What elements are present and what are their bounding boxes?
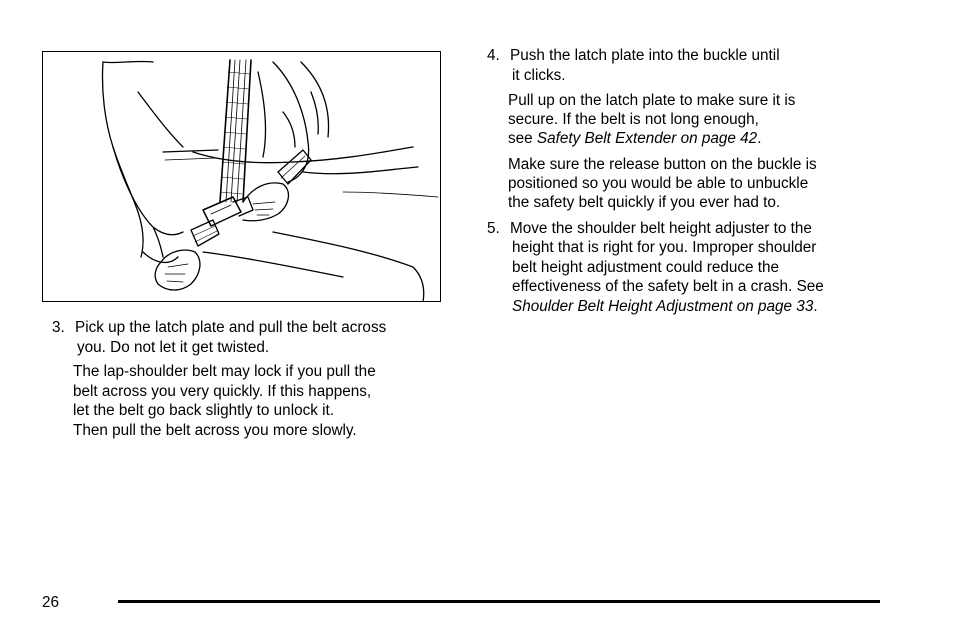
step-4-note-a-line-2: secure. If the belt is not long enough, — [508, 111, 759, 128]
step-text: Push the latch plate into the buckle until — [510, 47, 780, 64]
step-5-line-2: height that is right for you. Improper shoulder — [512, 239, 817, 256]
step-number: 5. — [487, 220, 500, 237]
step-3-note-line-3: let the belt go back slightly to unlock it. — [73, 402, 335, 419]
step-5-line-3: belt height adjustment could reduce the — [512, 259, 780, 276]
step-4-note-a-line-3 — [508, 129, 761, 149]
step-3-note-line-4: Then pull the belt across you more slowly. — [73, 422, 357, 439]
step-3 — [52, 318, 386, 338]
see-prefix: see — [508, 130, 537, 147]
step-text: Pick up the latch plate and pull the belt across — [75, 319, 387, 336]
step-4-note-b-line-1: Make sure the release button on the buckle is — [508, 156, 817, 173]
step-4-line-2: it clicks. — [512, 67, 566, 84]
latch-plate-drawing — [43, 52, 441, 302]
step-4 — [487, 46, 780, 66]
step-text: Move the shoulder belt height adjuster to the — [510, 220, 812, 237]
shoulder-belt-height-link[interactable]: Shoulder Belt Height Adjustment on page 33 — [512, 298, 814, 315]
step-3-note-line-1: The lap-shoulder belt may lock if you pull the — [73, 363, 376, 380]
period: . — [757, 130, 762, 147]
step-number: 3. — [52, 319, 65, 336]
step-3-line-2: you. Do not let it get twisted. — [77, 339, 270, 356]
step-5 — [487, 219, 812, 239]
step-5-line-5 — [512, 297, 818, 317]
page-number: 26 — [42, 594, 60, 611]
step-3-note-line-2: belt across you very quickly. If this happens, — [73, 383, 372, 400]
step-number: 4. — [487, 47, 500, 64]
period: . — [813, 298, 818, 315]
seat-belt-illustration — [42, 51, 441, 302]
step-5-line-4: effectiveness of the safety belt in a crash. See — [512, 278, 824, 295]
footer-rule — [118, 600, 880, 603]
step-4-note-b-line-2: positioned so you would be able to unbuckle — [508, 175, 809, 192]
safety-belt-extender-link[interactable]: Safety Belt Extender on page 42 — [536, 130, 758, 147]
step-4-note-b-line-3: the safety belt quickly if you ever had to. — [508, 194, 781, 211]
step-4-note-a-line-1: Pull up on the latch plate to make sure it is — [508, 92, 796, 109]
